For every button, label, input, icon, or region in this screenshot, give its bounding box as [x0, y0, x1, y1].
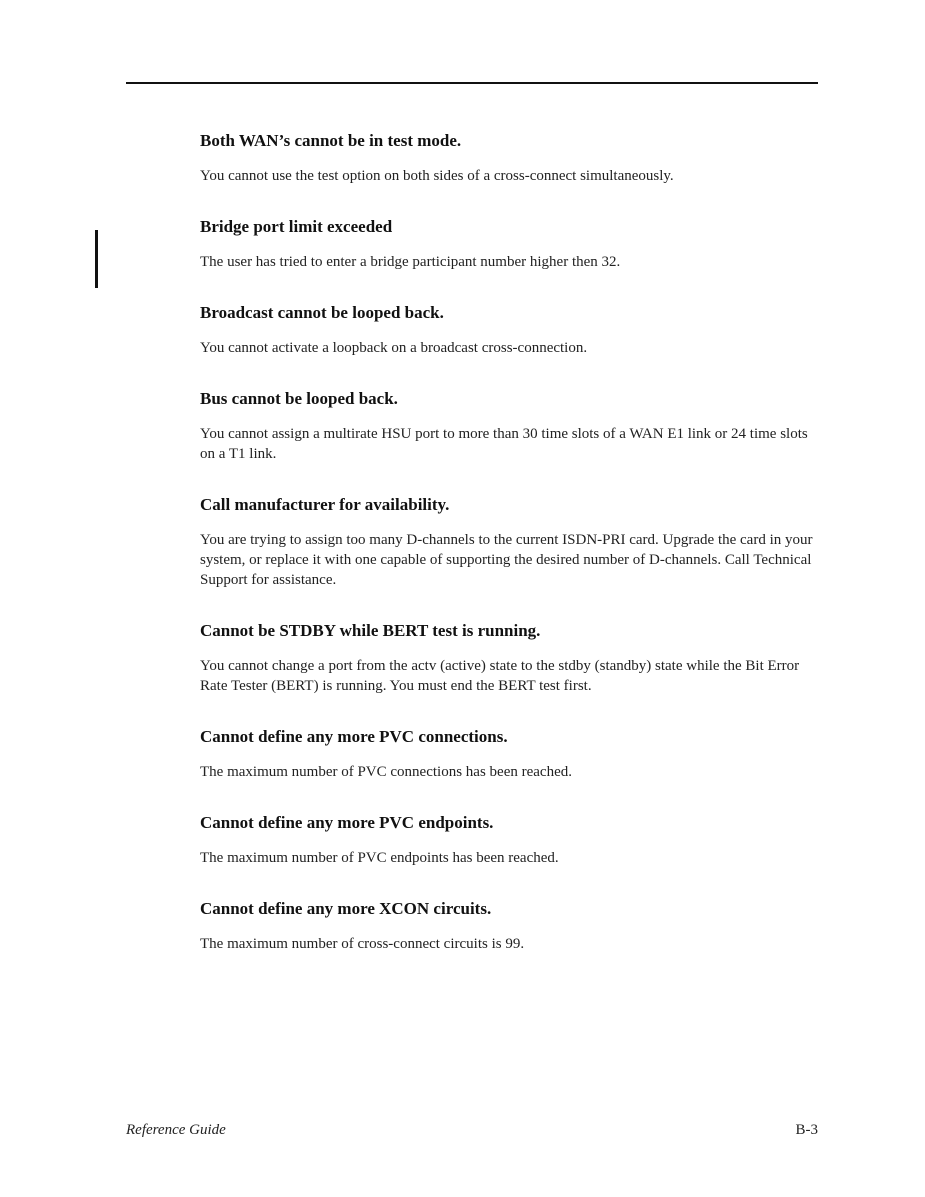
- message-entry: [200, 300, 818, 358]
- footer-page-number: B-3: [795, 1122, 818, 1138]
- message-title: Cannot define any more XCON circuits.: [200, 899, 492, 918]
- message-entry: [200, 214, 818, 272]
- message-description: You cannot use the test option on both sides of a cross-connect simultaneously.: [200, 168, 674, 184]
- message-title: Broadcast cannot be looped back.: [200, 303, 444, 322]
- message-entry: [200, 618, 818, 696]
- message-title: Cannot be STDBY while BERT test is running.: [200, 621, 541, 640]
- message-description: The user has tried to enter a bridge participant number higher then 32.: [200, 254, 621, 270]
- message-list: [200, 128, 818, 954]
- message-title: Call manufacturer for availability.: [200, 495, 450, 514]
- message-title: Both WAN’s cannot be in test mode.: [200, 131, 462, 150]
- footer-document-title: Reference Guide: [126, 1122, 226, 1138]
- message-entry: [200, 386, 818, 464]
- message-description: You cannot activate a loopback on a broadcast cross-connection.: [200, 340, 588, 356]
- header-rule: [126, 82, 818, 84]
- message-entry: [200, 810, 818, 868]
- message-description: The maximum number of cross-connect circuits is 99.: [200, 936, 525, 952]
- message-title: Cannot define any more PVC connections.: [200, 727, 508, 746]
- change-bar: [95, 230, 98, 288]
- message-title: Bus cannot be looped back.: [200, 389, 398, 408]
- message-entry: [200, 896, 818, 954]
- message-description: The maximum number of PVC endpoints has been reached.: [200, 850, 559, 866]
- message-entry: [200, 492, 818, 590]
- message-description: The maximum number of PVC connections has been reached.: [200, 764, 572, 780]
- message-description: You are trying to assign too many D-channels to the current ISDN-PRI card. Upgrade the card in your system, or replace it with one capable of supporting the desired number of D-channels. Call Technical Support for assistance.: [200, 532, 813, 588]
- message-description: You cannot change a port from the actv (active) state to the stdby (standby) state while the Bit Error Rate Tester (BERT) is running. You must end the BERT test first.: [200, 658, 800, 694]
- message-title: Cannot define any more PVC endpoints.: [200, 813, 494, 832]
- message-entry: [200, 724, 818, 782]
- message-title: Bridge port limit exceeded: [200, 217, 393, 236]
- message-entry: [200, 128, 818, 186]
- message-description: You cannot assign a multirate HSU port to more than 30 time slots of a WAN E1 link or 24 time slots on a T1 link.: [200, 426, 808, 462]
